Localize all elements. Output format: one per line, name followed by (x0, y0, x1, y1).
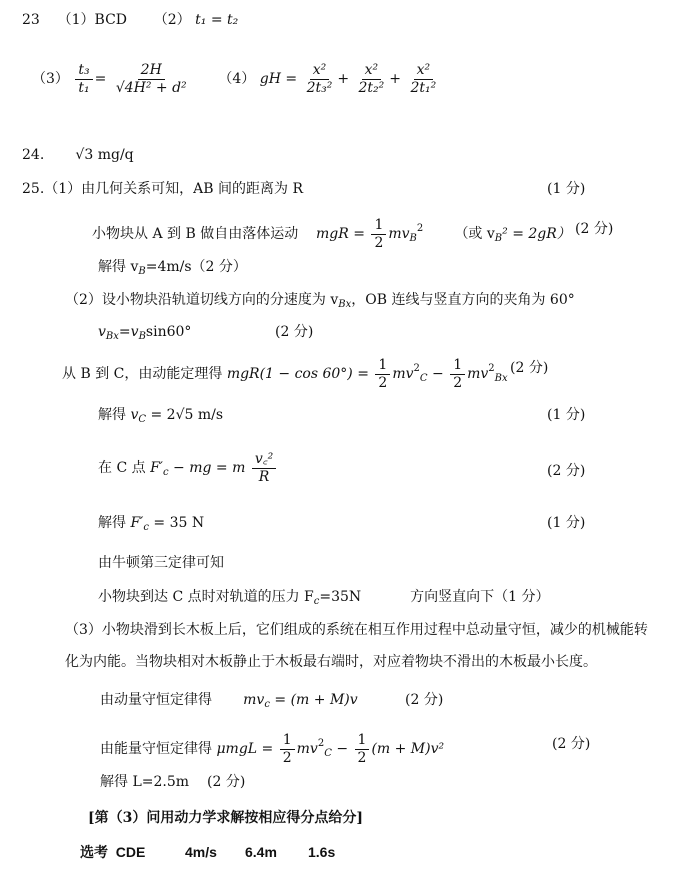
q25-line15-score: (2 分) (552, 736, 591, 752)
q25-line9-score: (1 分) (547, 515, 586, 531)
q25-line15-sub: C (324, 748, 332, 759)
q25-line3-rest: =4m/s（2 分） (145, 259, 247, 275)
q25-line15-text: 由能量守恒定律得 (100, 741, 212, 757)
q23-part4-label: （4） (218, 71, 256, 87)
q25-line13: 化为内能。当物块相对木板静止于木板最右端时，对应着物块不滑出的木板最小长度。 (65, 654, 597, 670)
q25-line8-rest: − mg = m (168, 460, 246, 476)
q25-line12: （3）小物块滑到长木板上后，它们组成的系统在相互作用过程中总动量守恒，减少的机械能转 (65, 622, 648, 638)
q25-line2-alt-sub: B (494, 233, 503, 244)
q25-line5-sub1: Bx (105, 331, 119, 342)
q23-part3-rhs-num: 2H (138, 62, 165, 80)
q25-line9-sub: c (143, 522, 149, 533)
q23-part4-expr: gH = (259, 71, 298, 87)
q25-line6-minus: − (432, 366, 444, 382)
q23-part4-term3 (407, 62, 439, 97)
q25-line14-mv: mv (243, 692, 265, 708)
q23-part4-term1-den: 2t₃² (306, 79, 333, 96)
q24-sqrt: √3 (75, 147, 94, 163)
q25-line6-mv2: mv (467, 366, 489, 382)
q23-part3-label: （3） (32, 71, 69, 87)
q25-line2-frac (371, 217, 386, 252)
q25-line2-text: 小物块从 A 到 B 做自由落体运动 (92, 226, 299, 242)
q25-line14-text: 由动量守恒定律得 (100, 692, 212, 708)
q25-line11-sub: c (313, 596, 320, 607)
q24-label: 24. (22, 147, 45, 163)
q23-part3-rhs (113, 62, 190, 97)
q25-line14 (100, 690, 358, 715)
q25-line6-frac2 (450, 357, 465, 392)
q24-unit: mg/q (93, 147, 134, 163)
q23-part3-lhs (75, 62, 92, 97)
q23-line1 (22, 10, 238, 30)
q25-line6-sq1: 2 (413, 363, 420, 374)
q25-line10: 由牛顿第三定律可知 (98, 555, 224, 571)
elective-answer-1: CDE (115, 844, 146, 860)
q25-line4-sub: Bx (338, 299, 352, 310)
q25-line6-sub2: Bx (494, 373, 508, 384)
q25-line5-b: =v (118, 324, 139, 340)
q25-line14-score: (2 分) (405, 692, 444, 708)
q25-line4-text: （2）设小物块沿轨道切线方向的分速度为 v (65, 292, 339, 308)
q25-line2-expr: mgR = (316, 226, 365, 242)
q25-line6-frac1-den: 2 (378, 374, 388, 391)
q25-line3 (98, 257, 247, 282)
q25-line2-sub: B (409, 233, 417, 244)
q25-line2-mv: mv (388, 226, 410, 242)
q23-part4-term1-num: x² (310, 62, 330, 80)
q25-line11-c: 方向竖直向下（1 分） (410, 589, 550, 605)
q25-line8-frac-num: v꜀² (252, 451, 276, 469)
q25-line8-frac (252, 451, 276, 486)
q25-line9-F: F′ (130, 515, 144, 531)
q23-part4-term1 (304, 62, 336, 97)
q25-line6 (62, 349, 508, 399)
q25-line7-text: 解得 (98, 407, 126, 423)
q25-line2-sup: 2 (416, 223, 424, 234)
q23-part4-term2-num: x² (362, 62, 382, 80)
q23-part3-lhs-num: t₃ (75, 62, 92, 80)
q25-line15-tail: (m + M)v² (371, 741, 445, 757)
q25-line6-frac1 (375, 357, 390, 392)
q25-line16: 解得 L=2.5m (100, 774, 190, 790)
q25-line1: 25.（1）由几何关系可知，AB 间的距离为 R (22, 181, 304, 197)
q25-line9 (98, 513, 204, 538)
q25-line15-frac2-num: 1 (355, 732, 370, 750)
q23-part4-term3-den: 2t₁² (410, 79, 437, 96)
q23-part4-term2-den: 2t₂² (358, 79, 385, 96)
q25-line9-rest: = 35 N (148, 515, 205, 531)
elective-answer-2: 4m/s (185, 844, 217, 860)
q23-part3-lhs-den: t₁ (78, 79, 90, 96)
q25-line2-alt: （或 v (454, 226, 495, 242)
q25-line6-frac1-num: 1 (375, 357, 390, 375)
q25-line11-a: 小物块到达 C 点时对轨道的压力 F (98, 589, 314, 605)
q25-line15-minus: − (336, 741, 349, 757)
q25-line8-frac-den: R (258, 468, 270, 485)
q23-part2-expr: t₁ = t₂ (195, 12, 239, 28)
q23-part4-term3-num: x² (414, 62, 434, 80)
q25-line6-mv1: mv (392, 366, 414, 382)
q25-line6-frac2-den: 2 (453, 374, 463, 391)
q25-line15-expr: μmgL = (216, 741, 274, 757)
q25-line5-c: sin60° (145, 324, 192, 340)
q25-line8-sub: c (162, 467, 169, 478)
q25-line4 (65, 290, 575, 315)
q25-line16-score: (2 分) (207, 774, 246, 790)
q25-line15-mv: mv (296, 741, 318, 757)
q25-line15-frac2-den: 2 (357, 749, 367, 766)
q25-line6-text: 从 B 到 C，由动能定理得 (62, 366, 223, 382)
q25-line2-frac-num: 1 (371, 217, 386, 235)
q25-line15-frac2 (355, 732, 370, 767)
q24-line (22, 145, 134, 165)
elective-label: 选考 (80, 844, 108, 860)
q25-line5-score: (2 分) (275, 324, 314, 340)
q25-line6-score: (2 分) (510, 360, 549, 376)
q25-line6-sq2: 2 (488, 363, 495, 374)
q25-line11-b: =35N (319, 589, 362, 605)
q25-line8-F: F′ (150, 460, 163, 476)
q25-line7-score: (1 分) (547, 407, 586, 423)
q25-line6-expr: mgR(1 − cos 60°) = (226, 366, 369, 382)
elective-line (80, 842, 336, 862)
scoring-note: [第（3）问用动力学求解按相应得分点给分] (88, 810, 363, 826)
q25-line4-rest: ，OB 连线与竖直方向的夹角为 60° (351, 292, 575, 308)
elective-answer-3: 6.4m (245, 844, 277, 860)
q25-line15 (100, 724, 444, 774)
q23-part3-rhs-den: √4H² + d² (115, 79, 187, 96)
q25-line7 (98, 405, 223, 430)
q25-line7-sub: C (138, 414, 147, 425)
q25-line2-score: (2 分) (575, 221, 614, 237)
q25-line3-text: 解得 v (98, 259, 139, 275)
q25-line5 (98, 322, 191, 347)
q25-line8-text: 在 C 点 (98, 460, 146, 476)
q25-line9-text: 解得 (98, 515, 126, 531)
q23-label: 23 (22, 12, 40, 28)
q25-line7-v: v (130, 407, 139, 423)
q25-line14-sub: c (264, 699, 270, 710)
q25-line2 (92, 210, 571, 258)
q25-line15-frac1-den: 2 (282, 749, 292, 766)
q25-line11 (98, 587, 550, 612)
q25-line3-sub: B (138, 266, 146, 277)
q23-line2: （3） $\frac{\text{t₃}}{\text{t₁}}$ = $\frac{2H}{\text{√4H² + d²}}$ （4） gH = $\frac{\text{x²}}{\text{2t₃²}}$ + $\frac{\text{x²}}{\text{2t₂²}}$ + $\frac{\text{x²}}{\text{2t₁²}}$ (32, 60, 441, 98)
q25-line14-rest: = (m + M)v (269, 692, 358, 708)
q25-line1-score: (1 分) (547, 181, 586, 197)
q25-line15-frac1 (280, 732, 295, 767)
q25-line2-frac-den: 2 (374, 234, 384, 251)
q23-part2-label: （2） (153, 12, 191, 28)
q25-line8 (98, 448, 278, 493)
q25-line2-alt-rest: ² = 2gR） (502, 226, 571, 242)
q25-line15-sq: 2 (317, 738, 325, 749)
q25-line7-rest: = 2√5 m/s (146, 407, 224, 423)
q25-line5-a: v (98, 324, 106, 340)
q25-line5-sub2: B (138, 331, 146, 342)
q25-line8-score: (2 分) (547, 463, 586, 479)
q25-line15-frac1-num: 1 (280, 732, 295, 750)
elective-answer-4: 1.6s (308, 844, 336, 860)
q23-part1: （1）BCD (57, 12, 128, 28)
q23-part4-term2 (356, 62, 388, 97)
q25-line6-frac2-num: 1 (450, 357, 465, 375)
q25-line6-sub1: C (419, 373, 428, 384)
